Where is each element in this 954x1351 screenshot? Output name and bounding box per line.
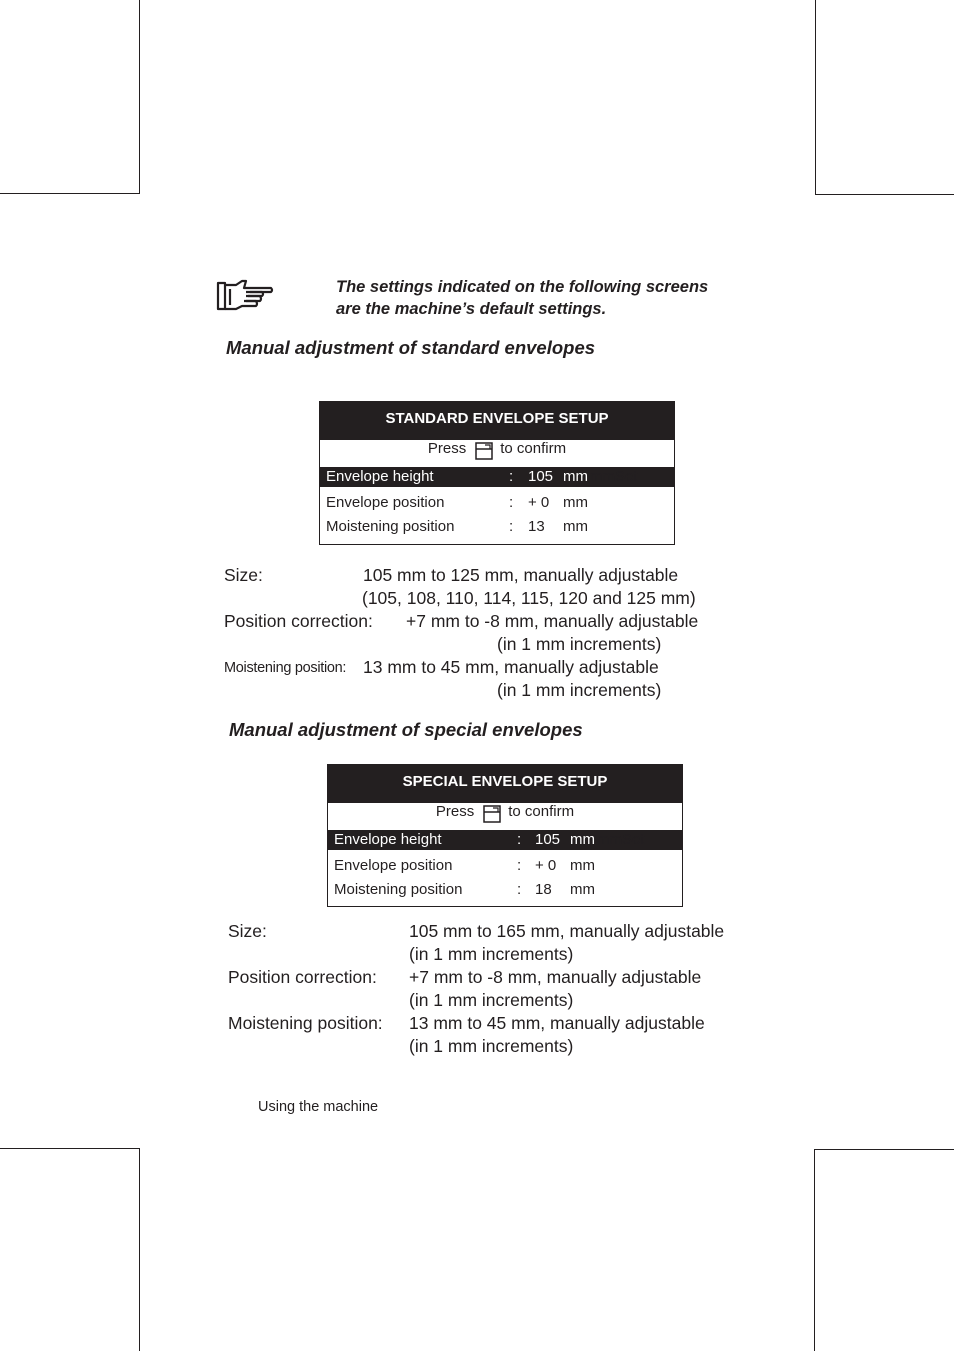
menu-row-moistening-position[interactable] [320, 515, 674, 539]
size-label: Size: [228, 921, 267, 941]
moistening-position-increments: (in 1 mm increments) [497, 680, 662, 700]
moistening-position-label: Moistening position: [228, 1013, 383, 1033]
enter-key-icon [483, 805, 501, 823]
row-label: Envelope height [334, 831, 442, 848]
position-correction-increments: (in 1 mm increments) [497, 634, 662, 654]
row-unit: mm [563, 468, 588, 485]
row-unit: mm [563, 518, 588, 535]
size-increments: (in 1 mm increments) [409, 944, 574, 964]
row-value: + 0 [528, 494, 550, 511]
confirm-label: to confirm [500, 440, 567, 457]
menu-row-envelope-position[interactable] [320, 491, 674, 515]
crop-mark-top-right-horizontal [815, 194, 954, 195]
row-colon: : [517, 881, 522, 898]
row-label: Envelope position [326, 494, 445, 511]
size-value: 105 mm to 165 mm, manually adjustable [409, 921, 725, 941]
row-value: 105 [528, 468, 554, 485]
row-value: 105 [535, 831, 561, 848]
position-correction-label: Position correction: [228, 967, 377, 987]
standard-envelope-screen [319, 401, 675, 545]
size-label: Size: [224, 565, 263, 585]
row-colon: : [517, 857, 522, 874]
moistening-position-value: 13 mm to 45 mm, manually adjustable [363, 657, 659, 677]
row-colon: : [509, 494, 514, 511]
row-unit: mm [570, 857, 595, 874]
menu-row-envelope-height[interactable] [328, 830, 682, 850]
press-to-confirm [320, 440, 674, 467]
moistening-position-value: 13 mm to 45 mm, manually adjustable [409, 1013, 705, 1033]
special-section-title: Manual adjustment of special envelopes [229, 719, 583, 740]
crop-mark-bottom-right-horizontal [814, 1149, 954, 1150]
row-hidden-text: mmSet [597, 831, 645, 848]
row-unit: mm [570, 831, 595, 848]
page-footer: Using the machine [258, 1099, 379, 1115]
row-unit: mm [563, 494, 588, 511]
row-colon: : [517, 831, 522, 848]
position-correction-increments: (in 1 mm increments) [409, 990, 574, 1010]
row-label: Envelope height [326, 468, 434, 485]
row-value: 18 [535, 881, 552, 898]
size-value-detail: (105, 108, 110, 114, 115, 120 and 125 mm) [362, 588, 696, 608]
crop-mark-bottom-left-horizontal [0, 1148, 140, 1149]
row-hidden-text: mmSet [590, 468, 638, 485]
row-colon: : [509, 468, 514, 485]
position-correction-label: Position correction: [224, 611, 373, 631]
standard-section-title: Manual adjustment of standard envelopes [226, 337, 596, 358]
crop-mark-top-left-vertical [139, 0, 140, 194]
crop-mark-bottom-left-vertical [139, 1148, 140, 1351]
row-value: + 0 [535, 857, 557, 874]
note-line-2: are the machine’s default settings. [336, 299, 607, 318]
menu-row-envelope-height[interactable] [320, 467, 674, 487]
moistening-position-label: Moistening position: [224, 660, 347, 676]
row-label: Envelope position [334, 857, 453, 874]
note-text [336, 277, 756, 320]
press-label: Press [427, 440, 467, 457]
position-correction-value: +7 mm to -8 mm, manually adjustable [406, 611, 699, 631]
crop-mark-bottom-right-vertical [814, 1149, 815, 1351]
confirm-label: to confirm [508, 803, 575, 820]
size-value: 105 mm to 125 mm, manually adjustable [363, 565, 679, 585]
press-to-confirm [328, 803, 682, 830]
moistening-position-increments: (in 1 mm increments) [409, 1036, 574, 1056]
enter-key-icon [475, 442, 493, 460]
row-label: Moistening position [326, 518, 455, 535]
row-value: 13 [528, 518, 545, 535]
screen-header: SPECIAL ENVELOPE SETUP [328, 765, 682, 803]
position-correction-value: +7 mm to -8 mm, manually adjustable [409, 967, 702, 987]
note-line-1: The settings indicated on the following screens [336, 278, 709, 296]
special-envelope-screen [327, 764, 683, 907]
row-colon: : [509, 518, 514, 535]
crop-mark-top-right-vertical [815, 0, 816, 195]
row-label: Moistening position [334, 881, 463, 898]
menu-row-envelope-position[interactable] [328, 854, 682, 878]
crop-mark-top-left-horizontal [0, 193, 140, 194]
menu-row-moistening-position[interactable] [328, 878, 682, 902]
screen-header: STANDARD ENVELOPE SETUP [320, 402, 674, 440]
pointing-hand-icon [216, 279, 274, 313]
row-unit: mm [570, 881, 595, 898]
press-label: Press [435, 803, 475, 820]
